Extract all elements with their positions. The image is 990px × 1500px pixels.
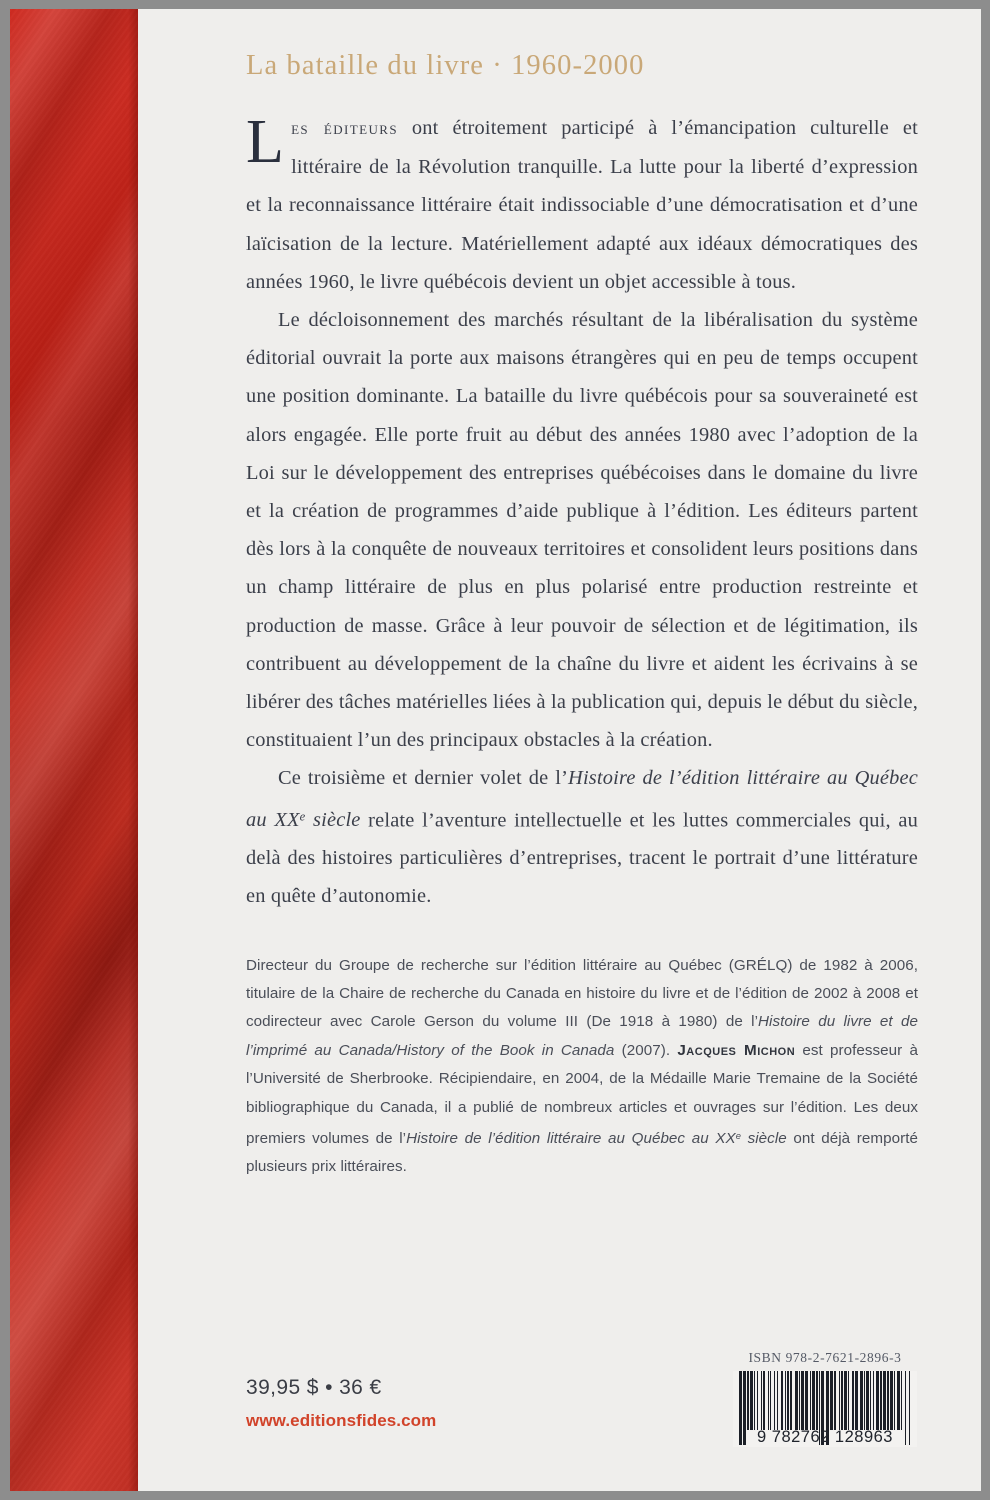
- cover-content-area: [138, 9, 981, 1491]
- blurb-paragraph-1: [246, 109, 918, 301]
- publisher-website-link[interactable]: www.editionsfides.com: [246, 1411, 437, 1430]
- bio-italic-title-2: [406, 1130, 787, 1147]
- blurb-paragraph-1-text: ont étroitement participé à l’émancipation culturelle et littéraire de la Révolution tranquille. La lutte pour la liberté d’expression et la reconnaissance littéraire était indissociable d’une démocratisation et d’une laïcisation de la lecture. Matériellement adapté aux idéaux démocratiques des années 1960, le livre québécois devient un objet accessible à tous.: [246, 117, 918, 293]
- spine-edge-shadow: [128, 9, 138, 1491]
- ordinal-superscript-bio: e: [735, 1130, 741, 1141]
- price-label: 39,95 $ • 36 €: [246, 1376, 382, 1399]
- bio-italic-title-2-a: Histoire de l’édition littéraire au Québec au XX: [406, 1129, 736, 1147]
- fabric-grain-texture: [10, 9, 138, 1491]
- price-and-link-block: [246, 1376, 436, 1431]
- blurb-paragraph-3: [246, 759, 918, 915]
- ordinal-superscript: e: [299, 809, 306, 824]
- isbn-barcode-block: [729, 1350, 921, 1447]
- barcode-bars: [739, 1371, 911, 1430]
- isbn-label: ISBN 978-2-7621-2896-3: [748, 1350, 902, 1365]
- blurb-small-caps-opening: es éditeurs: [291, 118, 398, 139]
- blurb-paragraph-2: Le décloisonnement des marchés résultant de la libéralisation du système éditorial ouvrait la porte aux maisons étrangères qui en peu de temps occupent une position dominante. La bataille du livre québécois pour sa souveraineté est alors engagée. Elle porte fruit au début des années 1980 avec l’adoption de la Loi sur le développement des entreprises québécoises dans le domaine du livre et la création de programmes d’aide publique à l’édition. Les éditeurs partent dès lors à la conquête de nouveaux territoires et consolident leurs positions dans un champ littéraire de plus en plus polarisé entre production restreinte et production de masse. Grâce à leur pouvoir de sélection et de légitimation, ils contribuent au développement de la chaîne du livre et aident les écrivains à se libérer des tâches matérielles liées à la publication qui, depuis le début du siècle, constituaient l’un des principaux obstacles à la création.: [246, 309, 918, 752]
- bio-segment-3: est professeur à l’Université de Sherbrooke. Récipiendaire, en 2004, de la Médaille Marie Tremaine de la Société bibliographique du Canada, il a publié de nombreux articles et ouvrages sur l’édition. Les deux premiers volumes de l’: [246, 1041, 918, 1147]
- author-name: Jacques Michon: [677, 1041, 796, 1059]
- text-column: [246, 50, 918, 1182]
- blurb-p3-tail: relate l’aventure intellectuelle et les luttes commerciales qui, au delà des histoires particulières d’entreprises, tracent le portrait d’une littérature en quête d’autonomie.: [246, 808, 918, 908]
- cover-inner: [10, 9, 981, 1491]
- bio-italic-title-1: Histoire du livre et de l’imprimé au Canada/History of the Book in Canada: [246, 1013, 918, 1059]
- bio-segment-1: Directeur du Groupe de recherche sur l’édition littéraire au Québec (GRÉLQ) de 1982 à 2006, titulaire de la Chaire de recherche du Canada en histoire du livre et de l’édition de 2002 à 2008 et codirecteur avec Carole Gerson du volume III (De 1918 à 1980) de l’: [246, 956, 918, 1031]
- series-title-part-b: siècle: [305, 808, 361, 831]
- ean13-barcode: [733, 1371, 917, 1447]
- drop-cap-letter: L: [246, 108, 285, 176]
- bio-segment-4: ont déjà remporté plusieurs prix littéraires.: [246, 1129, 918, 1176]
- bio-segment-2: (2007).: [614, 1041, 678, 1059]
- cover-footer: [246, 1319, 921, 1469]
- bio-italic-title-2-b: siècle: [740, 1129, 787, 1147]
- red-fabric-spine-strip: [10, 9, 138, 1491]
- barcode-digits: 9 782762 128963: [757, 1428, 893, 1446]
- series-title-part-a: Histoire de l’édition littéraire au Québec au XX: [246, 767, 918, 831]
- blurb-p3-lead: Ce troisième et dernier volet de l’: [278, 767, 569, 790]
- author-bio: [246, 952, 918, 1182]
- page-title: La bataille du livre · 1960-2000: [246, 50, 645, 81]
